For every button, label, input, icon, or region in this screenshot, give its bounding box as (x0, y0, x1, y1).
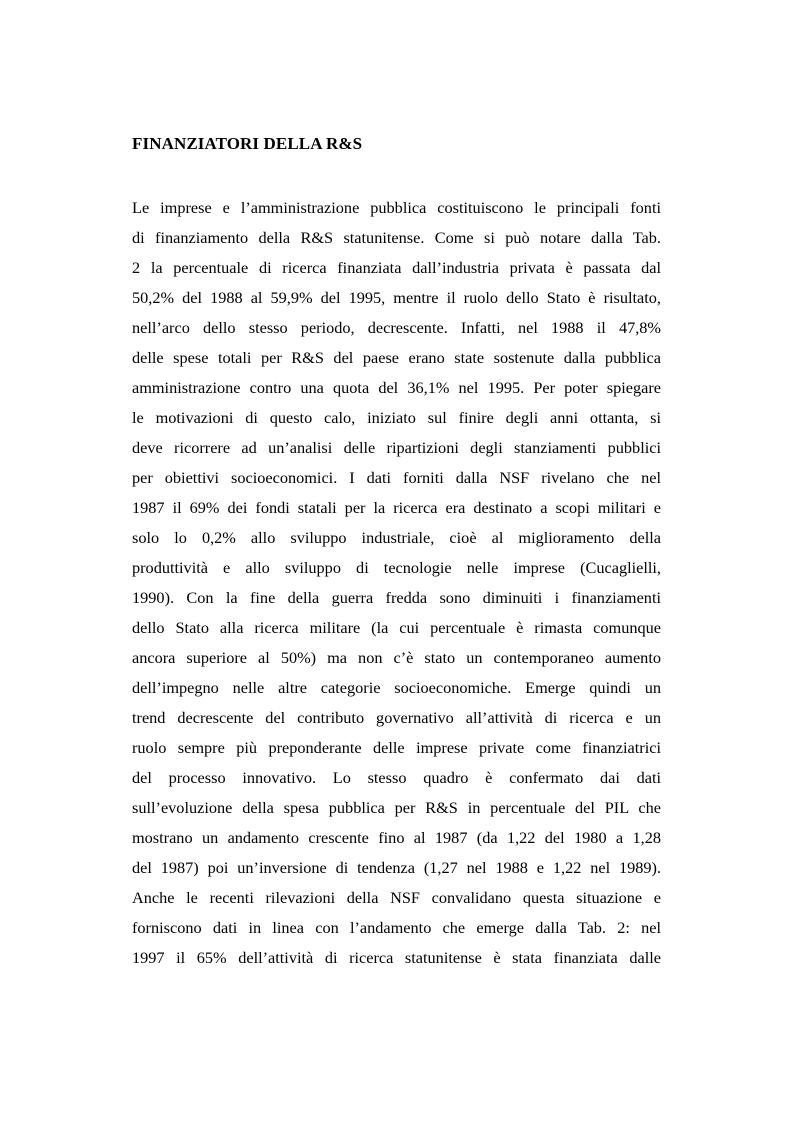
paragraph-line: 1987 il 69% dei fondi statali per la ricerca era destinato a scopi militari e (132, 498, 661, 517)
paragraph-line: ruolo sempre più preponderante delle imprese private come finanziatrici (132, 738, 661, 757)
body-paragraph (132, 197, 661, 977)
paragraph-line: nell’arco dello stesso periodo, decrescente. Infatti, nel 1988 il 47,8% (132, 318, 661, 337)
section-heading: FINANZIATORI DELLA R&S (132, 134, 363, 153)
paragraph-line: del 1987) poi un’inversione di tendenza (1,27 nel 1988 e 1,22 nel 1989). (132, 858, 661, 877)
paragraph-line: per obiettivi socioeconomici. I dati forniti dalla NSF rivelano che nel (132, 468, 661, 487)
paragraph-line: 1997 il 65% dell’attività di ricerca statunitense è stata finanziata dalle (132, 948, 661, 967)
paragraph-line: forniscono dati in linea con l’andamento che emerge dalla Tab. 2: nel (132, 918, 661, 937)
paragraph-line: 1990). Con la fine della guerra fredda sono diminuiti i finanziamenti (132, 588, 661, 607)
paragraph-line: dello Stato alla ricerca militare (la cui percentuale è rimasta comunque (132, 618, 661, 637)
paragraph-line: sull’evoluzione della spesa pubblica per R&S in percentuale del PIL che (132, 798, 661, 817)
paragraph-line: Anche le recenti rilevazioni della NSF convalidano questa situazione e (132, 888, 661, 907)
paragraph-line: solo lo 0,2% allo sviluppo industriale, cioè al miglioramento della (132, 528, 661, 547)
paragraph-line: ancora superiore al 50%) ma non c’è stato un contemporaneo aumento (132, 648, 661, 667)
paragraph-line: Le imprese e l’amministrazione pubblica costituiscono le principali fonti (132, 198, 661, 217)
paragraph-line: 2 la percentuale di ricerca finanziata dall’industria privata è passata dal (132, 258, 661, 277)
paragraph-line: le motivazioni di questo calo, iniziato sul finire degli anni ottanta, si (132, 408, 661, 427)
paragraph-line: produttività e allo sviluppo di tecnologie nelle imprese (Cucaglielli, (132, 558, 661, 577)
paragraph-line: deve ricorrere ad un’analisi delle ripartizioni degli stanziamenti pubblici (132, 438, 661, 457)
paragraph-line: amministrazione contro una quota del 36,1% nel 1995. Per poter spiegare (132, 378, 661, 397)
paragraph-line: mostrano un andamento crescente fino al 1987 (da 1,22 del 1980 a 1,28 (132, 828, 661, 847)
paragraph-line: 50,2% del 1988 al 59,9% del 1995, mentre il ruolo dello Stato è risultato, (132, 288, 661, 307)
paragraph-line: del processo innovativo. Lo stesso quadro è confermato dai dati (132, 768, 661, 787)
paragraph-line: delle spese totali per R&S del paese erano state sostenute dalla pubblica (132, 348, 661, 367)
paragraph-line: dell’impegno nelle altre categorie socioeconomiche. Emerge quindi un (132, 678, 661, 697)
paragraph-line: di finanziamento della R&S statunitense. Come si può notare dalla Tab. (132, 228, 661, 247)
paragraph-line: trend decrescente del contributo governativo all’attività di ricerca e un (132, 708, 661, 727)
